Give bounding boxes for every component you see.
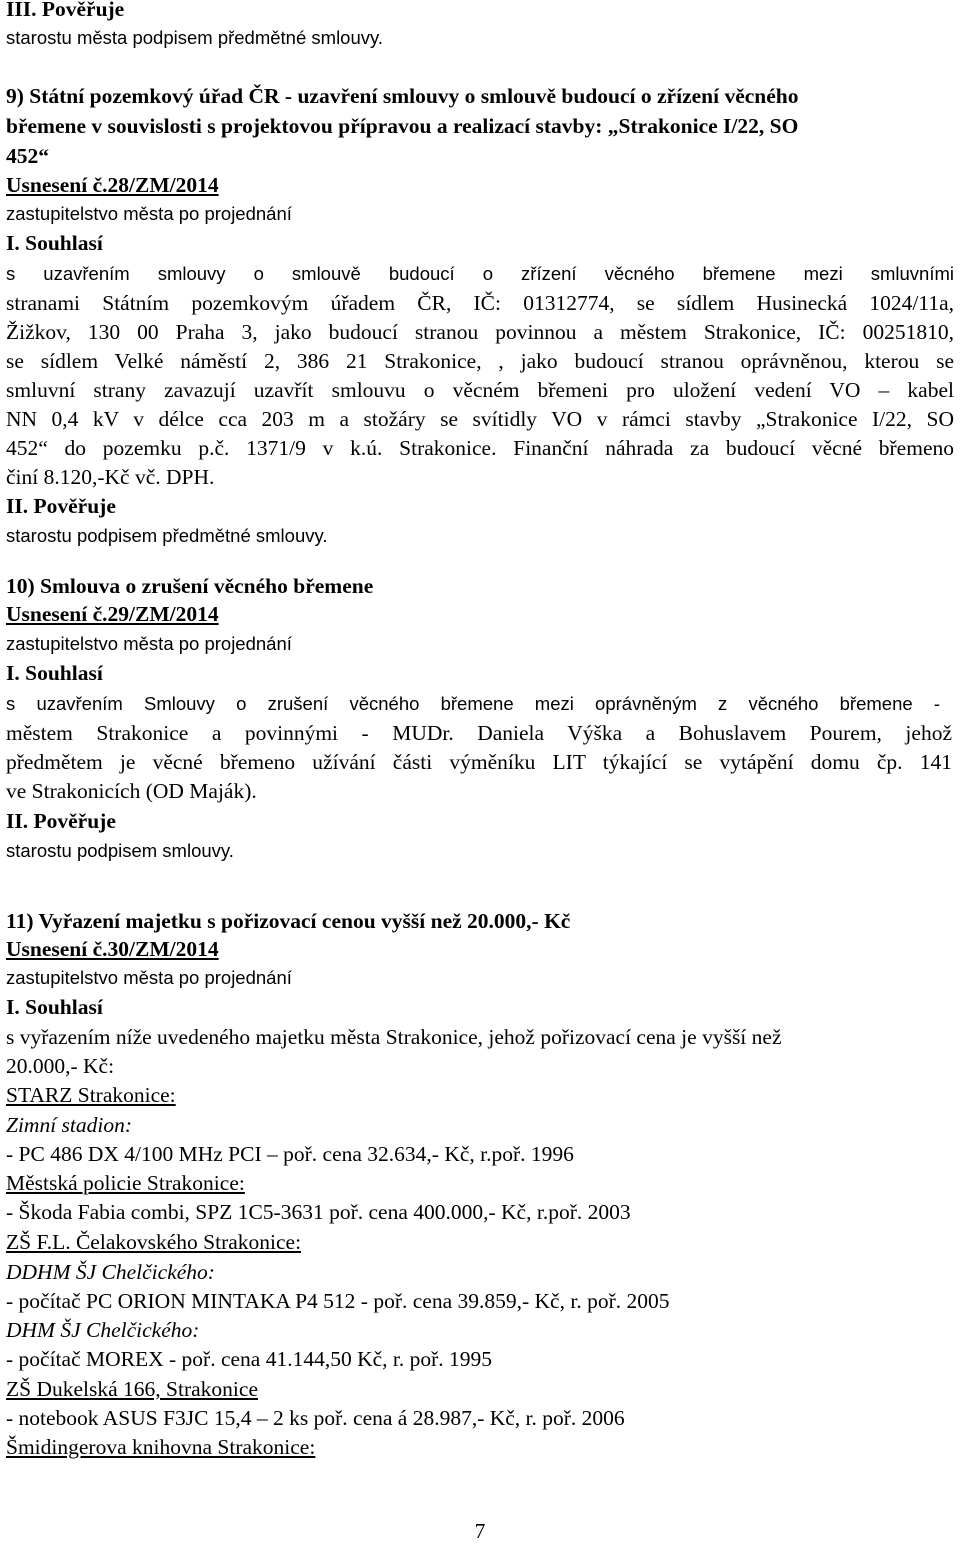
section-title: břemene v souvislosti s projektovou přípravou a realizací stavby: „Strakonice I/22, SO: [6, 114, 799, 138]
text-line: zastupitelstvo města po projednání: [6, 633, 292, 654]
paragraph-line: stranami Státním pozemkovým úřadem ČR, IČ: 01312774, se sídlem Husinecká 1024/11a,: [6, 291, 954, 315]
section-title: 10) Smlouva o zrušení věcného břemene: [6, 574, 374, 598]
resolution-number: Usnesení č.29/ZM/2014: [6, 602, 219, 626]
paragraph-line: 20.000,- Kč:: [6, 1054, 115, 1078]
paragraph-line: s uzavřením Smlouvy o zrušení věcného břemene mezi oprávněným z věcného břemene -: [6, 693, 940, 714]
paragraph-line: NN 0,4 kV v délce cca 203 m a stožáry se svítidly VO v rámci stavby „Strakonice I/22, SO: [6, 407, 954, 431]
org-label: Šmidingerova knihovna Strakonice:: [6, 1435, 316, 1459]
paragraph-line: předmětem je věcné břemeno užívání části výměníku LIT týkající se vytápění domu čp. 141: [6, 750, 952, 774]
page-number: 7: [474, 1519, 486, 1543]
asset-item: - Škoda Fabia combi, SPZ 1C5-3631 poř. cena 400.000,- Kč, r.poř. 2003: [6, 1200, 631, 1224]
text-line: zastupitelstvo města po projednání: [6, 203, 292, 224]
asset-item: - počítač MOREX - poř. cena 41.144,50 Kč, r. poř. 1995: [6, 1347, 493, 1371]
heading-souhlasi: I. Souhlasí: [6, 231, 103, 255]
sub-org-label: Zimní stadion:: [6, 1113, 133, 1137]
org-label: Městská policie Strakonice:: [6, 1171, 245, 1195]
org-label: ZŠ Dukelská 166, Strakonice: [6, 1377, 258, 1401]
heading-souhlasi: I. Souhlasí: [6, 995, 103, 1019]
sub-org-label: DDHM ŠJ Chelčického:: [6, 1260, 215, 1284]
text-line: starostu podpisem předmětné smlouvy.: [6, 525, 328, 546]
paragraph-line: s uzavřením smlouvy o smlouvě budoucí o zřízení věcného břemene mezi smluvními: [6, 263, 954, 284]
text-line: starostu města podpisem předmětné smlouvy.: [6, 27, 384, 48]
paragraph-line: ve Strakonicích (OD Maják).: [6, 779, 257, 803]
paragraph-line: 452“ do pozemku p.č. 1371/9 v k.ú. Strakonice. Finanční náhrada za budoucí věcné břemeno: [6, 436, 954, 460]
paragraph-line: s vyřazením níže uvedeného majetku města Strakonice, jehož pořizovací cena je vyšší než: [6, 1025, 782, 1049]
text-line: starostu podpisem smlouvy.: [6, 840, 234, 861]
heading-poveruje: III. Pověřuje: [6, 0, 125, 21]
section-title: 452“: [6, 144, 49, 168]
heading-souhlasi: I. Souhlasí: [6, 661, 103, 685]
asset-item: - notebook ASUS F3JC 15,4 – 2 ks poř. cena á 28.987,- Kč, r. poř. 2006: [6, 1406, 625, 1430]
paragraph-line: se sídlem Velké náměstí 2, 386 21 Strakonice, , jako budoucí stranou oprávněnou, kterou se: [6, 349, 954, 373]
paragraph-line: městem Strakonice a povinnými - MUDr. Daniela Výška a Bohuslavem Pourem, jehož: [6, 721, 952, 745]
heading-poveruje: II. Pověřuje: [6, 809, 116, 833]
paragraph-line: smluvní strany zavazují uzavřít smlouvu o věcném břemeni pro uložení vedení VO – kabel: [6, 378, 954, 402]
resolution-number: Usnesení č.28/ZM/2014: [6, 173, 219, 197]
org-label: ZŠ F.L. Čelakovského Strakonice:: [6, 1230, 302, 1254]
paragraph-line: Žižkov, 130 00 Praha 3, jako budoucí stranou povinnou a městem Strakonice, IČ: 00251810,: [6, 320, 954, 344]
section-title: 11) Vyřazení majetku s pořizovací cenou vyšší než 20.000,- Kč: [6, 909, 571, 933]
org-label: STARZ Strakonice:: [6, 1083, 176, 1107]
paragraph-line: činí 8.120,-Kč vč. DPH.: [6, 465, 215, 489]
asset-item: - počítač PC ORION MINTAKA P4 512 - poř. cena 39.859,- Kč, r. poř. 2005: [6, 1289, 670, 1313]
sub-org-label: DHM ŠJ Chelčického:: [6, 1318, 200, 1342]
asset-item: - PC 486 DX 4/100 MHz PCI – poř. cena 32.634,- Kč, r.poř. 1996: [6, 1142, 574, 1166]
text-line: zastupitelstvo města po projednání: [6, 967, 292, 988]
heading-poveruje: II. Pověřuje: [6, 494, 116, 518]
section-title: 9) Státní pozemkový úřad ČR - uzavření smlouvy o smlouvě budoucí o zřízení věcného: [6, 84, 799, 108]
resolution-number: Usnesení č.30/ZM/2014: [6, 937, 219, 961]
